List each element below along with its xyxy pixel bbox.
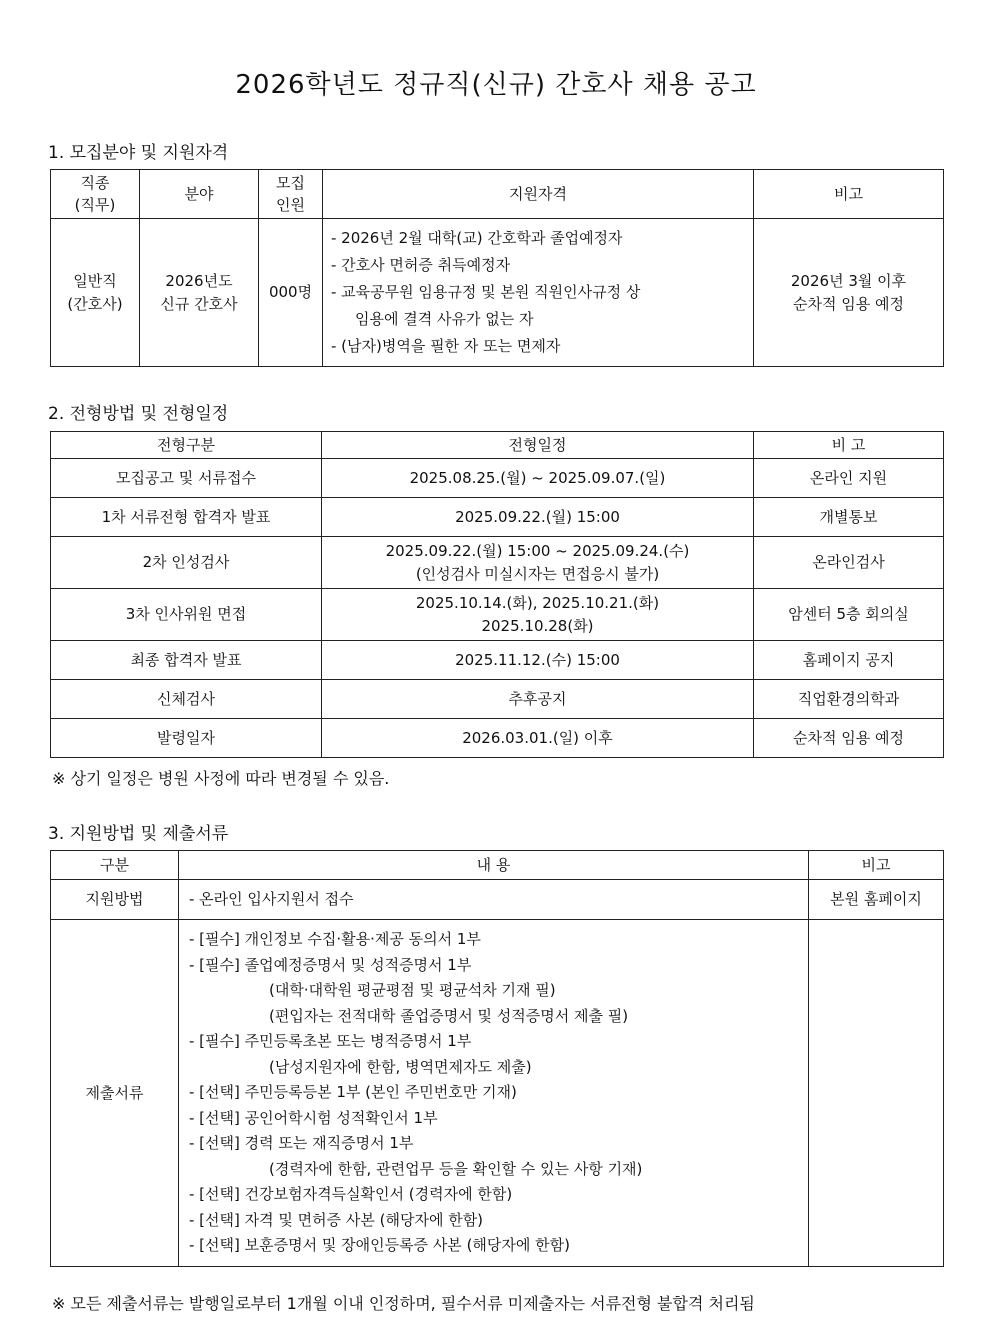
cell-type: 2차 인성검사 [51, 537, 322, 589]
schedule-note: ※ 상기 일정은 병원 사정에 따라 변경될 수 있음. [52, 769, 390, 788]
header-remark: 비고 [754, 170, 944, 219]
cell-type: 발령일자 [51, 719, 322, 758]
cell-category: 제출서류 [51, 920, 179, 1267]
cell-type: 1차 서류전형 합격자 발표 [51, 498, 322, 537]
cell-job-type: 일반직 (간호사) [51, 219, 140, 367]
cell-remark: 본원 홈페이지 [809, 880, 944, 920]
cell-remark: 순차적 임용 예정 [754, 719, 944, 758]
list-item: - [필수] 주민등록초본 또는 병적증명서 1부 [189, 1032, 472, 1051]
cell-type: 신체검사 [51, 680, 322, 719]
cell-schedule: 2025.08.25.(월) ~ 2025.09.07.(일) [322, 459, 754, 498]
table-row [51, 719, 944, 758]
cell-schedule: 추후공지 [322, 680, 754, 719]
page-title: 2026학년도 정규직(신규) 간호사 채용 공고 [235, 70, 757, 100]
table-row [51, 680, 944, 719]
header-category: 구분 [51, 851, 179, 880]
cell-remark: 2026년 3월 이후 순차적 임용 예정 [754, 219, 944, 367]
list-item: - [선택] 자격 및 면허증 사본 (해당자에 한함) [189, 1210, 484, 1229]
cell-field: 2026년도 신규 간호사 [140, 219, 259, 367]
list-item: - [선택] 경력 또는 재직증명서 1부 [189, 1134, 414, 1153]
cell-remark [809, 920, 944, 1267]
header-field: 분야 [140, 170, 259, 219]
cell-type: 모집공고 및 서류접수 [51, 459, 322, 498]
table-row [51, 498, 944, 537]
qualification-table-header [51, 170, 944, 219]
header-remark: 비 고 [754, 432, 944, 459]
cell-qualifications: - 2026년 2월 대학(교) 간호학과 졸업예정자 - 간호사 면허증 취득예정자 - 교육공무원 임용규정 및 본원 직원인사규정 상 임용에 결격 사유가 없는 자 - (남자)병역을 필한 자 또는 면제자 [323, 219, 754, 367]
documents-table [50, 850, 944, 1267]
list-item: - [선택] 공인어학시험 성적확인서 1부 [189, 1108, 438, 1127]
header-type: 전형구분 [51, 432, 322, 459]
cell-schedule: 2025.11.12.(수) 15:00 [322, 641, 754, 680]
header-qualification: 지원자격 [323, 170, 754, 219]
cell-remark: 온라인 지원 [754, 459, 944, 498]
table-row [51, 641, 944, 680]
cell-type: 최종 합격자 발표 [51, 641, 322, 680]
cell-documents [179, 920, 809, 1267]
table-row [51, 920, 944, 1267]
header-schedule: 전형일정 [322, 432, 754, 459]
header-content: 내 용 [179, 851, 809, 880]
cell-remark: 암센터 5층 회의실 [754, 589, 944, 641]
header-remark: 비고 [809, 851, 944, 880]
table-row [51, 459, 944, 498]
section1-heading: 1. 모집분야 및 지원자격 [48, 143, 229, 163]
qualification-table [50, 169, 944, 367]
cell-type: 3차 인사위원 면접 [51, 589, 322, 641]
table-row [51, 219, 944, 367]
table-row [51, 537, 944, 589]
cell-schedule: 2025.09.22.(월) 15:00 [322, 498, 754, 537]
list-item: - [선택] 주민등록등본 1부 (본인 주민번호만 기재) [189, 1083, 517, 1102]
cell-remark: 홈페이지 공지 [754, 641, 944, 680]
documents-table-header [51, 851, 944, 880]
cell-remark: 온라인검사 [754, 537, 944, 589]
cell-category: 지원방법 [51, 880, 179, 920]
list-item: - [필수] 졸업예정증명서 및 성적증명서 1부 [189, 955, 472, 974]
schedule-table-header [51, 432, 944, 459]
table-row [51, 589, 944, 641]
cell-schedule: 2026.03.01.(일) 이후 [322, 719, 754, 758]
cell-remark: 개별통보 [754, 498, 944, 537]
list-item: (대학·대학원 평균평점 및 평균석차 기재 필) [269, 981, 556, 1000]
cell-schedule: 2025.09.22.(월) 15:00 ~ 2025.09.24.(수) (인성검사 미실시자는 면접응시 불가) [322, 537, 754, 589]
cell-remark: 직업환경의학과 [754, 680, 944, 719]
list-item: - [선택] 건강보험자격득실확인서 (경력자에 한함) [189, 1185, 513, 1204]
table-row [51, 880, 944, 920]
cell-count: 000명 [259, 219, 323, 367]
header-job-type: 직종 (직무) [51, 170, 140, 219]
list-item: (경력자에 한함, 관련업무 등을 확인할 수 있는 사항 기재) [269, 1159, 643, 1178]
cell-schedule: 2025.10.14.(화), 2025.10.21.(화) 2025.10.28(화) [322, 589, 754, 641]
schedule-table [50, 431, 944, 758]
section3-heading: 3. 지원방법 및 제출서류 [48, 824, 229, 844]
cell-content: - 온라인 입사지원서 접수 [179, 880, 809, 920]
list-item: - [선택] 보훈증명서 및 장애인등록증 사본 (해당자에 한함) [189, 1236, 570, 1255]
list-item: (편입자는 전적대학 졸업증명서 및 성적증명서 제출 필) [269, 1006, 629, 1025]
documents-note: ※ 모든 제출서류는 발행일로부터 1개월 이내 인정하며, 필수서류 미제출자는 서류전형 불합격 처리됨 [52, 1294, 755, 1313]
list-item: - [필수] 개인정보 수집·활용·제공 동의서 1부 [189, 930, 481, 949]
header-count: 모집 인원 [259, 170, 323, 219]
list-item: (남성지원자에 한함, 병역면제자도 제출) [269, 1057, 532, 1076]
section2-heading: 2. 전형방법 및 전형일정 [48, 404, 229, 424]
